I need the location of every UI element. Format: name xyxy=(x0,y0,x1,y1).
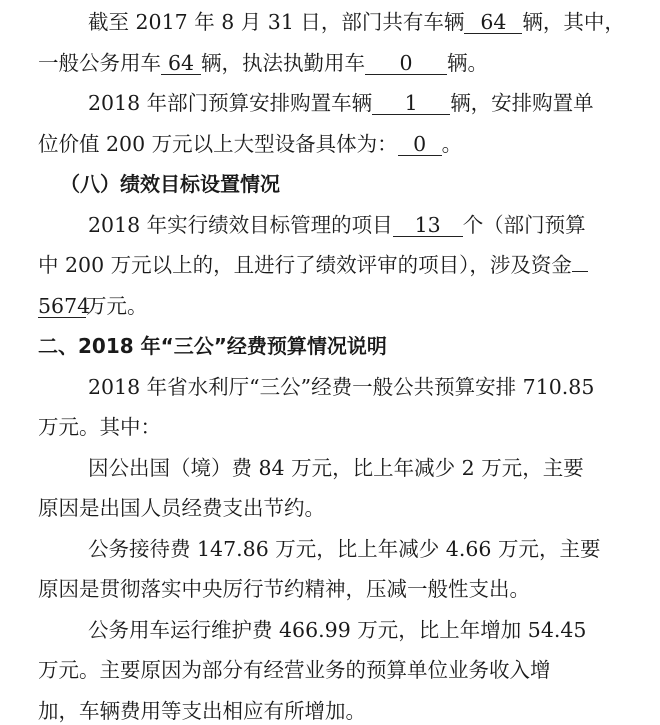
three-public-line-1: 2018 年省水利厅“三公”经费一般公共预算安排 710.85 xyxy=(88,374,595,399)
text: 中 200 万元以上的，且进行了绩效评审的项目），涉及资金 xyxy=(38,253,572,277)
blank-purchase-vehicles: 1 xyxy=(372,92,450,115)
text: 2018 年实行绩效目标管理的项目 xyxy=(88,212,393,237)
abroad-line-2: 原因是出国人员经费支出节约。 xyxy=(38,496,325,520)
text: 位价值 200 万元以上大型设备具体为： xyxy=(38,131,398,156)
text: 一般公务用车 xyxy=(38,50,161,75)
text: 辆，执法执勤用车 xyxy=(201,50,365,75)
vehicle-ops-line-1: 公务用车运行维护费 466.99 万元，比上年增加 54.45 xyxy=(88,617,587,642)
text: 万元。 xyxy=(86,293,148,318)
performance-line-3 xyxy=(0,292,660,320)
three-public-line-2: 万元。其中： xyxy=(38,415,161,439)
blank-enforcement-vehicles: 0 xyxy=(365,52,447,75)
abroad-line-1: 因公出国（境）费 84 万元，比上年减少 2 万元，主要 xyxy=(88,455,584,480)
blank-underline-continued xyxy=(572,271,588,272)
text: 辆。 xyxy=(447,50,488,75)
vehicles-line-2 xyxy=(0,49,660,77)
text: 个（部门预算 xyxy=(462,212,586,237)
vehicles-line-1 xyxy=(0,8,660,36)
purchase-line-2 xyxy=(0,130,660,158)
blank-performance-projects: 13 xyxy=(393,214,463,237)
performance-line-2 xyxy=(0,251,660,279)
blank-large-equipment: 0 xyxy=(398,133,442,156)
text: 2018 年部门预算安排购置车辆 xyxy=(88,91,373,115)
text: 。 xyxy=(441,131,463,156)
blank-vehicle-total: 64 xyxy=(464,11,522,34)
vehicle-ops-line-2: 万元。主要原因为部分有经营业务的预算单位业务收入增 xyxy=(38,658,551,682)
section-heading-8: （八）绩效目标设置情况 xyxy=(60,172,280,196)
vehicle-ops-line-3: 加，车辆费用等支出相应有所增加。 xyxy=(38,698,366,723)
reception-line-2: 原因是贯彻落实中央厉行节约精神，压减一般性支出。 xyxy=(38,577,530,601)
text: 辆，其中， xyxy=(522,10,625,34)
purchase-line-1 xyxy=(0,89,660,117)
section-heading-2: 二、2018 年“三公”经费预算情况说明 xyxy=(38,334,387,358)
text: 辆，安排购置单 xyxy=(450,91,594,115)
blank-funds-amount: 5674 xyxy=(38,293,91,318)
reception-line-1: 公务接待费 147.86 万元，比上年减少 4.66 万元，主要 xyxy=(88,536,601,561)
blank-general-vehicles: 64 xyxy=(161,52,201,75)
text: 截至 2017 年 8 月 31 日，部门共有车辆 xyxy=(88,10,465,34)
performance-line-1 xyxy=(0,211,660,239)
